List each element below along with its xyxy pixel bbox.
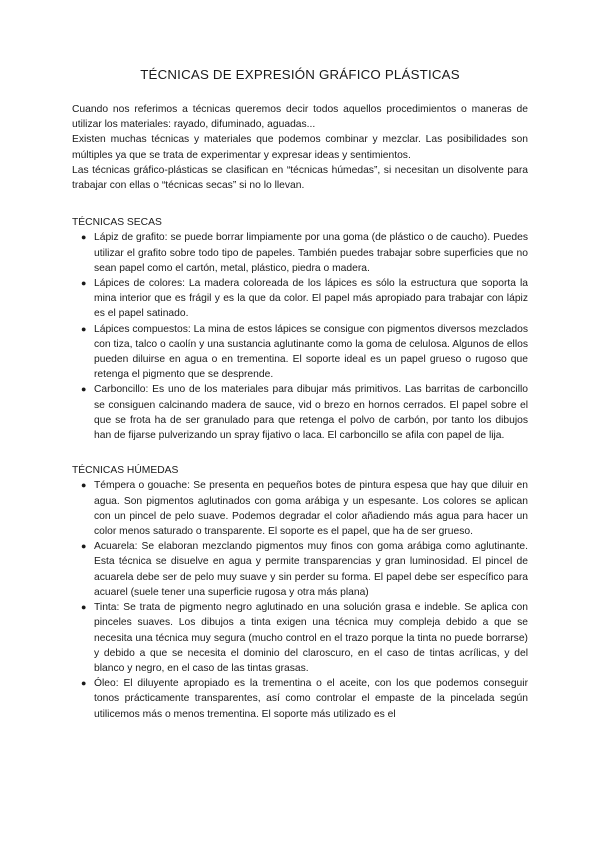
list-item xyxy=(81,600,528,676)
bullet-icon: ● xyxy=(81,602,87,613)
intro-section xyxy=(72,102,528,193)
list-item-text: Óleo: El diluyente apropiado es la trementina o el aceite, con los que podemos conseguir tonos prácticamente transparentes, así como controlar el empaste de la pincelada según utilicemos más o menos trementina. El soporte más utilizado es el xyxy=(94,678,528,720)
list-item-text: Lápices de colores: La madera coloreada de los lápices es sólo la estructura que soporta la mina interior que es frágil y es la que da color. El papel más apropiado para trabajar con lápiz es el papel satinado. xyxy=(94,278,528,320)
list-item xyxy=(81,382,528,443)
list-item-text: Tinta: Se trata de pigmento negro aglutinado en una solución grasa e indeble. Se aplica con pinceles suaves. Los dibujos a tinta exigen una técnica muy compleja debido a que se necesita una técnica muy segura (mucho control en el trazo porque la tinta no puede borrarse) y debido a que se necesita el dominio del claroscuro, en el caso de tintas acrílicas, y del blanco y negro, en el caso de las tintas grasas. xyxy=(94,602,528,674)
document-page xyxy=(72,66,528,722)
list-item xyxy=(81,322,528,383)
list-item xyxy=(81,230,528,276)
bullet-icon: ● xyxy=(81,678,87,689)
bullet-icon: ● xyxy=(81,232,87,243)
list-item-text: Lápiz de grafito: se puede borrar limpiamente por una goma (de plástico o de caucho). Puedes utilizar el grafito sobre todo tipo de papeles. También puedes trabajar sobre superficies que no sean papel como el cartón, metal, plástico, piedra o madera. xyxy=(94,232,528,274)
bullet-icon: ● xyxy=(81,323,87,334)
intro-paragraph: Cuando nos referimos a técnicas queremos decir todos aquellos procedimientos o maneras de utilizar los materiales: rayado, difuminado, aguadas... xyxy=(72,104,528,131)
list-item-text: Acuarela: Se elaboran mezclando pigmentos muy finos con goma arábiga como aglutinante. Esta técnica se disuelve en agua y permite transparencias y gran luminosidad. El pincel de acuarela debe ser de pelo muy suave y sin perder su forma. El papel debe ser específico para acuarel (suele tener una superficie rugosa y otra más plana) xyxy=(94,541,528,598)
list-item xyxy=(81,539,528,600)
list-item xyxy=(81,676,528,722)
list-item-text: Lápices compuestos: La mina de estos lápices se consigue con pigmentos diversos mezclados con tiza, talco o caolín y una sustancia aglutinante como la goma de celulosa. Algunos de ellos pueden diluirse en agua o en trementina. El soporte ideal es un papel grueso o rugoso que retenga el pigmento que se desprende. xyxy=(94,323,528,381)
bullet-icon: ● xyxy=(81,541,87,552)
list-item xyxy=(81,276,528,322)
intro-paragraph: Existen muchas técnicas y materiales que podemos combinar y mezclar. Las posibilidades son múltiples ya que se trata de experimentar y expresar ideas y sentimientos. xyxy=(72,134,528,161)
dry-techniques-list xyxy=(72,230,528,443)
bullet-icon: ● xyxy=(81,278,87,289)
intro-paragraph: Las técnicas gráfico-plásticas se clasifican en “técnicas húmedas”, si necesitan un disolvente para trabajar con ellas o “técnicas secas” si no lo llevan. xyxy=(72,164,528,192)
bullet-icon: ● xyxy=(81,384,87,395)
wet-techniques-list xyxy=(72,478,528,721)
list-item xyxy=(81,478,528,539)
list-item-text: Carboncillo: Es uno de los materiales para dibujar más primitivos. Las barritas de carboncillo se consiguen calcinando madera de sauce, vid o brezo en hornos cerrados. El papel sobre el que se frota ha de ser granulado para que retenga el polvo de carbón, por tanto los dibujos han de fijarse pulverizando un spray fijativo o laca. El carboncillo se afila con papel de lija. xyxy=(94,384,528,442)
list-item-text: Témpera o gouache: Se presenta en pequeños botes de pintura espesa que hay que diluir en agua. Son pigmentos aglutinados con goma arábiga y un espesante. Los colores se aplican con un pincel de pelo suave. Podemos degradar el color añadiendo más agua para hacer un color menos saturado o transparente. El soporte es el papel, que ha de ser grueso. xyxy=(94,480,528,538)
bullet-icon: ● xyxy=(81,480,87,491)
wet-techniques-heading: TÉCNICAS HÚMEDAS xyxy=(72,465,179,477)
dry-techniques-heading: TÉCNICAS SECAS xyxy=(72,217,162,229)
page-title: TÉCNICAS DE EXPRESIÓN GRÁFICO PLÁSTICAS xyxy=(140,67,460,82)
